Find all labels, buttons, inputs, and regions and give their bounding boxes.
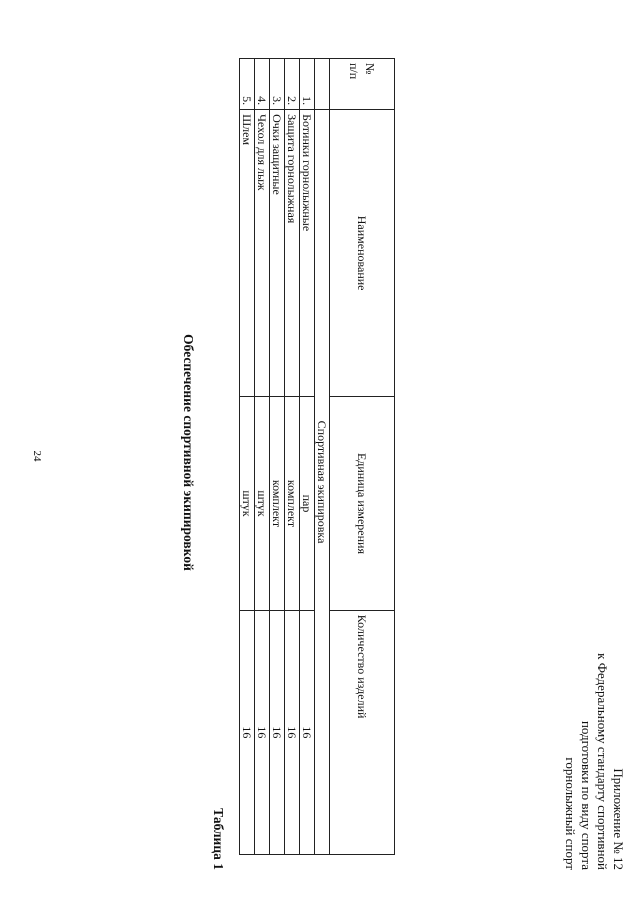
row-number: 3. (270, 59, 285, 110)
row-number: 4. (255, 59, 270, 110)
section-title: Спортивная экипировка (315, 110, 330, 855)
item-name: Очки защитные (270, 110, 285, 397)
appendix-header-line: к Федеральному стандарту спортивной (595, 653, 610, 870)
header-name: Наименование (330, 110, 395, 397)
row-number: 5. (240, 59, 255, 110)
item-name: Чехол для лыж (255, 110, 270, 397)
header-number (330, 59, 395, 110)
item-quantity: 16 (270, 610, 285, 854)
page-number: 24 (31, 450, 43, 462)
row-number: 1. (300, 59, 315, 110)
row-number: 2. (285, 59, 300, 110)
table-row (255, 59, 270, 855)
header-unit: Единица измерения (330, 397, 395, 611)
table-label: Таблица 1 (211, 808, 226, 870)
header-number-sign: № (363, 63, 377, 75)
item-unit: комплект (270, 397, 285, 611)
item-quantity: 16 (300, 610, 315, 854)
table-row (285, 59, 300, 855)
section-number-cell (315, 59, 330, 110)
item-unit: пар (300, 397, 315, 611)
item-quantity: 16 (255, 610, 270, 854)
appendix-header-line: подготовки по виду спорта (579, 720, 594, 870)
item-name: Шлем (240, 110, 255, 397)
item-name: Защита горнолыжная (285, 110, 300, 397)
appendix-header-line: Приложение № 12 (611, 768, 626, 870)
table-row (240, 59, 255, 855)
item-unit: штук (240, 397, 255, 611)
table-row (270, 59, 285, 855)
appendix-header-line: горнолыжный спорт (563, 757, 578, 870)
item-name: Ботинки горнолыжные (300, 110, 315, 397)
table-section-row (315, 59, 330, 855)
item-quantity: 16 (285, 610, 300, 854)
table-row (300, 59, 315, 855)
item-quantity: 16 (240, 610, 255, 854)
item-unit: комплект (285, 397, 300, 611)
header-number-abbr: п/п (347, 63, 361, 80)
item-unit: штук (255, 397, 270, 611)
equipment-table (239, 58, 395, 855)
document-title: Обеспечение спортивной экипировкой (181, 334, 196, 571)
header-quantity: Количество изделий (330, 610, 395, 854)
table-header-row (330, 59, 395, 855)
